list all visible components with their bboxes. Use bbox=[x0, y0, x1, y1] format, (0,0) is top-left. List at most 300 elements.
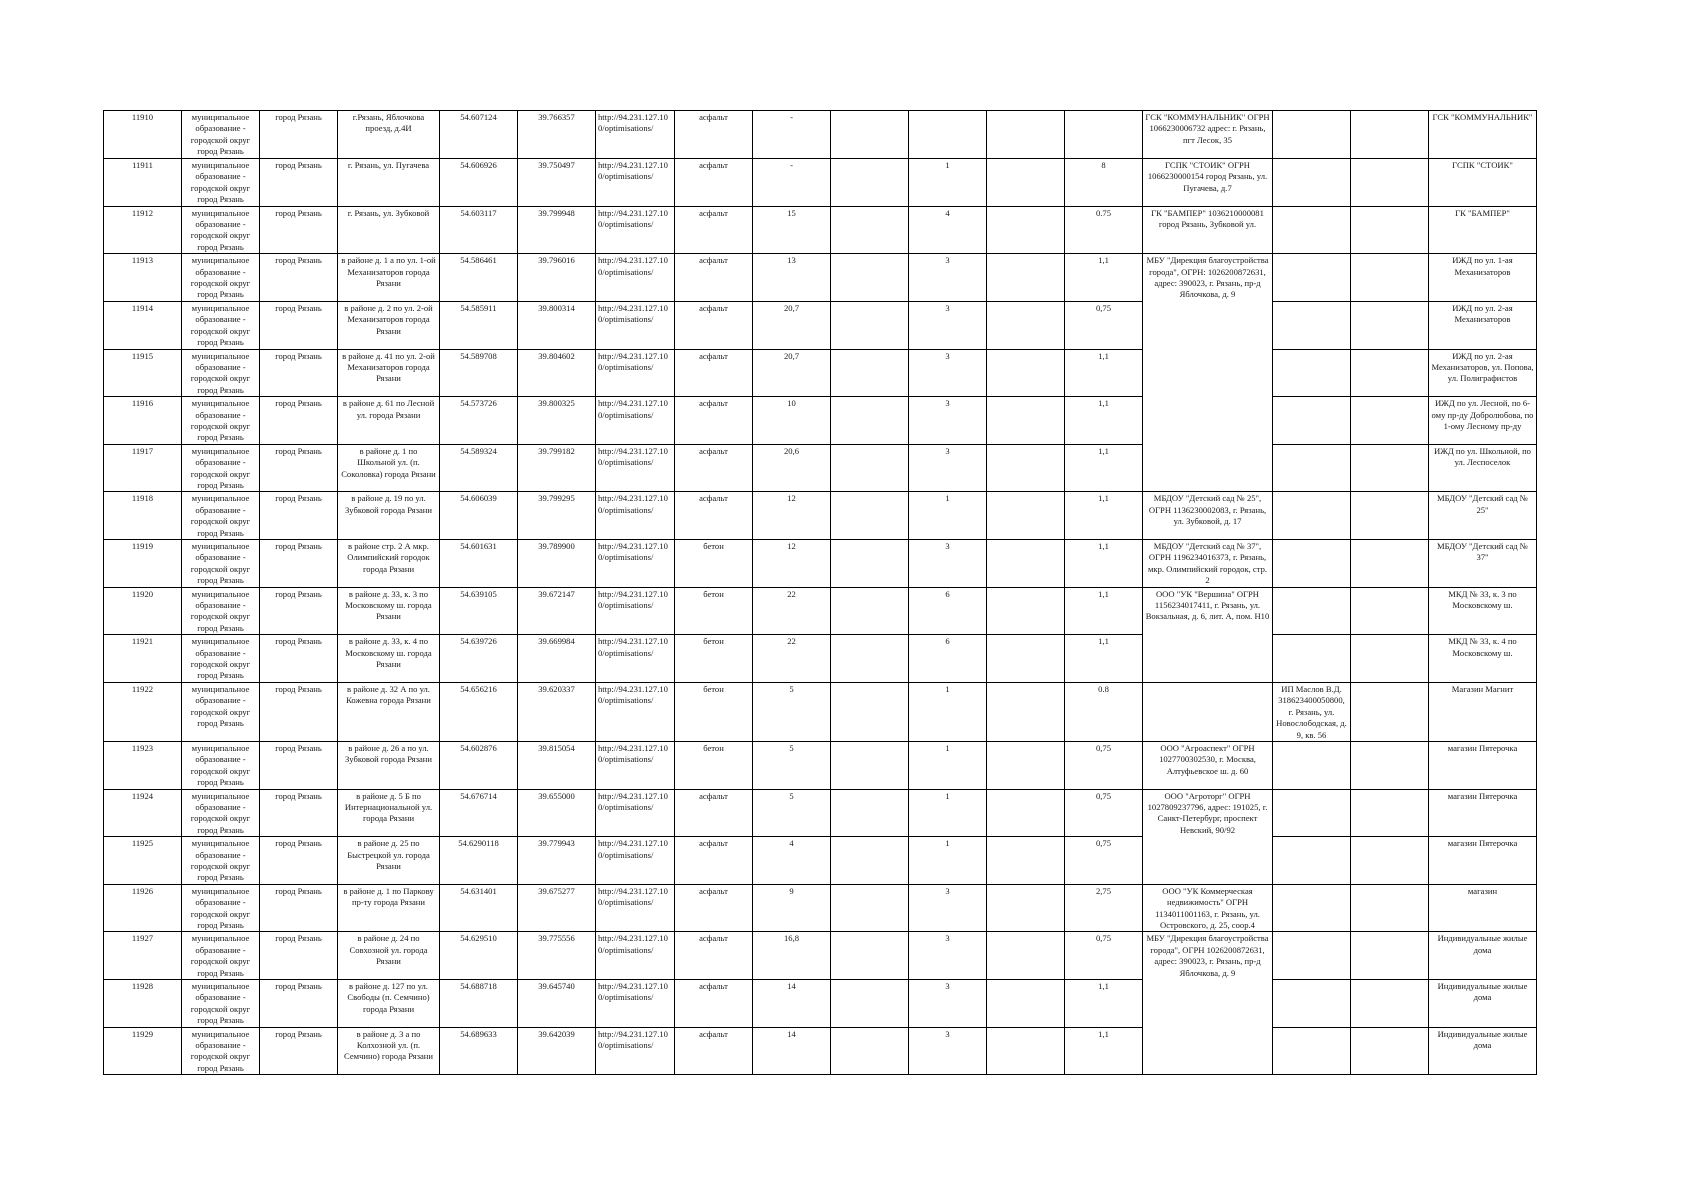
surface-cell: асфальт bbox=[675, 111, 753, 159]
table-row bbox=[104, 159, 1537, 207]
table-row bbox=[104, 884, 1537, 932]
empty-cell bbox=[987, 111, 1065, 159]
container-count-cell: 6 bbox=[909, 587, 987, 635]
owner-cell bbox=[1143, 980, 1273, 1028]
latitude-cell: 54.586461 bbox=[440, 254, 518, 302]
city-cell: город Рязань bbox=[260, 587, 338, 635]
area-cell: 20,7 bbox=[753, 301, 831, 349]
longitude-cell: 39.804602 bbox=[518, 349, 596, 397]
longitude-cell: 39.655000 bbox=[518, 789, 596, 837]
container-volume-cell: 0.8 bbox=[1065, 682, 1143, 741]
waste-source-cell: МБДОУ "Детский сад № 25" bbox=[1429, 492, 1537, 540]
area-cell: 12 bbox=[753, 492, 831, 540]
waste-source-cell: ГК "БАМПЕР" bbox=[1429, 206, 1537, 254]
empty-cell bbox=[1351, 932, 1429, 980]
longitude-cell: 39.800325 bbox=[518, 397, 596, 445]
longitude-cell: 39.789900 bbox=[518, 540, 596, 588]
empty-cell bbox=[831, 884, 909, 932]
empty-cell bbox=[831, 587, 909, 635]
surface-cell: асфальт bbox=[675, 1027, 753, 1075]
owner-cell: МБУ "Дирекция благоустройства города", ОГРН 1026200872631, адрес: 390023, г. Рязань, пр-д Яблочкова, д. 9 bbox=[1143, 932, 1273, 980]
municipality-cell: муниципальное образование - городской округ город Рязань bbox=[182, 1027, 260, 1075]
empty-cell bbox=[1351, 1027, 1429, 1075]
longitude-cell: 39.779943 bbox=[518, 837, 596, 885]
municipality-cell: муниципальное образование - городской округ город Рязань bbox=[182, 741, 260, 789]
record-number: 11914 bbox=[104, 301, 182, 349]
waste-source-cell: ГСК "КОММУНАЛЬНИК" bbox=[1429, 111, 1537, 159]
empty-cell bbox=[1351, 884, 1429, 932]
area-cell: 22 bbox=[753, 587, 831, 635]
city-cell: город Рязань bbox=[260, 635, 338, 683]
owner-cell: ООО "УК Коммерческая недвижимость" ОГРН 1134011001163, г. Рязань, ул. Островского, д. 25, соор.4 bbox=[1143, 884, 1273, 932]
surface-cell: бетон bbox=[675, 635, 753, 683]
empty-cell bbox=[831, 254, 909, 302]
container-volume-cell: 0,75 bbox=[1065, 301, 1143, 349]
empty-cell bbox=[831, 111, 909, 159]
map-link-cell[interactable]: http://94.231.127.100/optimisations/ bbox=[596, 635, 675, 683]
record-number: 11923 bbox=[104, 741, 182, 789]
latitude-cell: 54.589708 bbox=[440, 349, 518, 397]
municipality-cell: муниципальное образование - городской округ город Рязань bbox=[182, 397, 260, 445]
city-cell: город Рязань bbox=[260, 254, 338, 302]
owner-cell: ГСК "КОММУНАЛЬНИК" ОГРН 1066230006732 адрес: г. Рязань, пгт Лесок, 35 bbox=[1143, 111, 1273, 159]
owner-cell: МБДОУ "Детский сад № 25", ОГРН 1136230002083, г. Рязань, ул. Зубковой, д. 17 bbox=[1143, 492, 1273, 540]
municipality-cell: муниципальное образование - городской округ город Рязань bbox=[182, 111, 260, 159]
container-volume-cell: 1,1 bbox=[1065, 635, 1143, 683]
waste-source-cell: ИЖД по ул. Лесной, по 6-ому пр-ду Добролюбова, по 1-ому Лесному пр-ду bbox=[1429, 397, 1537, 445]
waste-source-cell: МБДОУ "Детский сад № 37" bbox=[1429, 540, 1537, 588]
empty-cell bbox=[1351, 741, 1429, 789]
address-cell: в районе д. 2 по ул. 2-ой Механизаторов города Рязани bbox=[338, 301, 440, 349]
entrepreneur-cell bbox=[1273, 301, 1351, 349]
record-number: 11917 bbox=[104, 444, 182, 492]
container-volume-cell: 1,1 bbox=[1065, 587, 1143, 635]
empty-cell bbox=[987, 397, 1065, 445]
owner-cell: ООО "Агроторг" ОГРН 1027809237796, адрес: 191025, г. Санкт-Петербург, проспект Невский, 90/92 bbox=[1143, 789, 1273, 837]
municipality-cell: муниципальное образование - городской округ город Рязань bbox=[182, 884, 260, 932]
entrepreneur-cell bbox=[1273, 159, 1351, 207]
surface-cell: бетон bbox=[675, 741, 753, 789]
table-row bbox=[104, 444, 1537, 492]
empty-cell bbox=[831, 301, 909, 349]
registry-table bbox=[103, 110, 1537, 1075]
empty-cell bbox=[831, 540, 909, 588]
empty-cell bbox=[1351, 540, 1429, 588]
empty-cell bbox=[831, 980, 909, 1028]
latitude-cell: 54.676714 bbox=[440, 789, 518, 837]
latitude-cell: 54.639105 bbox=[440, 587, 518, 635]
empty-cell bbox=[987, 932, 1065, 980]
waste-source-cell: Индивидуальные жилые дома bbox=[1429, 980, 1537, 1028]
owner-cell bbox=[1143, 301, 1273, 349]
owner-cell: МБУ "Дирекция благоустройства города", ОГРН: 1026200872631, адрес: 390023, г. Рязань, пр-д Яблочкова, д. 9 bbox=[1143, 254, 1273, 302]
record-number: 11920 bbox=[104, 587, 182, 635]
container-count-cell: 3 bbox=[909, 444, 987, 492]
map-link-cell[interactable]: http://94.231.127.100/optimisations/ bbox=[596, 789, 675, 837]
surface-cell: асфальт bbox=[675, 837, 753, 885]
empty-cell bbox=[831, 837, 909, 885]
city-cell: город Рязань bbox=[260, 932, 338, 980]
container-volume-cell: 1,1 bbox=[1065, 1027, 1143, 1075]
entrepreneur-cell bbox=[1273, 492, 1351, 540]
empty-cell bbox=[831, 1027, 909, 1075]
table-row bbox=[104, 741, 1537, 789]
empty-cell bbox=[831, 635, 909, 683]
container-count-cell: 1 bbox=[909, 682, 987, 741]
entrepreneur-cell bbox=[1273, 206, 1351, 254]
container-volume-cell: 1,1 bbox=[1065, 980, 1143, 1028]
address-cell: в районе д. 19 по ул. Зубковой города Рязани bbox=[338, 492, 440, 540]
map-link-cell[interactable]: http://94.231.127.100/optimisations/ bbox=[596, 397, 675, 445]
container-count-cell: 3 bbox=[909, 540, 987, 588]
empty-cell bbox=[1351, 789, 1429, 837]
owner-cell bbox=[1143, 682, 1273, 741]
address-cell: в районе д. 26 а по ул. Зубковой города Рязани bbox=[338, 741, 440, 789]
container-volume-cell: 1,1 bbox=[1065, 349, 1143, 397]
longitude-cell: 39.669984 bbox=[518, 635, 596, 683]
empty-cell bbox=[831, 682, 909, 741]
city-cell: город Рязань bbox=[260, 159, 338, 207]
container-volume-cell: 1,1 bbox=[1065, 492, 1143, 540]
surface-cell: асфальт bbox=[675, 444, 753, 492]
city-cell: город Рязань bbox=[260, 444, 338, 492]
map-link-cell[interactable]: http://94.231.127.100/optimisations/ bbox=[596, 444, 675, 492]
owner-cell bbox=[1143, 635, 1273, 683]
waste-source-cell: Магазин Магнит bbox=[1429, 682, 1537, 741]
entrepreneur-cell bbox=[1273, 397, 1351, 445]
container-count-cell: 3 bbox=[909, 980, 987, 1028]
record-number: 11929 bbox=[104, 1027, 182, 1075]
area-cell: 15 bbox=[753, 206, 831, 254]
area-cell: 10 bbox=[753, 397, 831, 445]
record-number: 11915 bbox=[104, 349, 182, 397]
map-link-cell[interactable]: http://94.231.127.100/optimisations/ bbox=[596, 159, 675, 207]
surface-cell: асфальт bbox=[675, 884, 753, 932]
record-number: 11922 bbox=[104, 682, 182, 741]
address-cell: в районе д. 24 по Совхозной ул. города Рязани bbox=[338, 932, 440, 980]
owner-cell: ООО "УК "Вершина" ОГРН 1156234017411, г. Рязань, ул. Вокзальная, д. 6, лит. А, пом. Н10 bbox=[1143, 587, 1273, 635]
container-volume-cell: 2,75 bbox=[1065, 884, 1143, 932]
map-link-cell[interactable]: http://94.231.127.100/optimisations/ bbox=[596, 301, 675, 349]
record-number: 11928 bbox=[104, 980, 182, 1028]
table-row bbox=[104, 587, 1537, 635]
owner-cell bbox=[1143, 349, 1273, 397]
container-volume-cell: 0.75 bbox=[1065, 206, 1143, 254]
container-volume-cell: 1,1 bbox=[1065, 397, 1143, 445]
address-cell: в районе д. 3 а по Колхозной ул. (п. Семчино) города Рязани bbox=[338, 1027, 440, 1075]
map-link-cell[interactable]: http://94.231.127.100/optimisations/ bbox=[596, 492, 675, 540]
map-link-cell[interactable]: http://94.231.127.100/optimisations/ bbox=[596, 980, 675, 1028]
address-cell: в районе д. 32 А по ул. Кожевна города Рязани bbox=[338, 682, 440, 741]
latitude-cell: 54.573726 bbox=[440, 397, 518, 445]
waste-source-cell: ИЖД по ул. 2-ая Механизаторов bbox=[1429, 301, 1537, 349]
city-cell: город Рязань bbox=[260, 111, 338, 159]
entrepreneur-cell bbox=[1273, 980, 1351, 1028]
surface-cell: асфальт bbox=[675, 349, 753, 397]
record-number: 11916 bbox=[104, 397, 182, 445]
surface-cell: асфальт bbox=[675, 206, 753, 254]
address-cell: г. Рязань, ул. Пугачева bbox=[338, 159, 440, 207]
record-number: 11925 bbox=[104, 837, 182, 885]
container-volume-cell: 8 bbox=[1065, 159, 1143, 207]
empty-cell bbox=[831, 159, 909, 207]
area-cell: 20,7 bbox=[753, 349, 831, 397]
latitude-cell: 54.689633 bbox=[440, 1027, 518, 1075]
surface-cell: бетон bbox=[675, 682, 753, 741]
municipality-cell: муниципальное образование - городской округ город Рязань bbox=[182, 635, 260, 683]
area-cell: 16,8 bbox=[753, 932, 831, 980]
latitude-cell: 54.603117 bbox=[440, 206, 518, 254]
municipality-cell: муниципальное образование - городской округ город Рязань bbox=[182, 682, 260, 741]
longitude-cell: 39.800314 bbox=[518, 301, 596, 349]
surface-cell: асфальт bbox=[675, 789, 753, 837]
entrepreneur-cell bbox=[1273, 254, 1351, 302]
empty-cell bbox=[831, 741, 909, 789]
record-number: 11924 bbox=[104, 789, 182, 837]
address-cell: г. Рязань, ул. Зубковой bbox=[338, 206, 440, 254]
address-cell: г.Рязань, Яблочкова проезд, д.4И bbox=[338, 111, 440, 159]
empty-cell bbox=[831, 444, 909, 492]
city-cell: город Рязань bbox=[260, 492, 338, 540]
entrepreneur-cell bbox=[1273, 111, 1351, 159]
container-count-cell: 3 bbox=[909, 397, 987, 445]
empty-cell bbox=[831, 349, 909, 397]
container-count-cell: 6 bbox=[909, 635, 987, 683]
municipality-cell: муниципальное образование - городской округ город Рязань bbox=[182, 159, 260, 207]
empty-cell bbox=[987, 254, 1065, 302]
waste-source-cell: ГСПК "СТОИК" bbox=[1429, 159, 1537, 207]
empty-cell bbox=[831, 492, 909, 540]
city-cell: город Рязань bbox=[260, 349, 338, 397]
table-row bbox=[104, 932, 1537, 980]
latitude-cell: 54.656216 bbox=[440, 682, 518, 741]
table-row bbox=[104, 492, 1537, 540]
address-cell: в районе д. 33, к. 4 по Московскому ш. города Рязани bbox=[338, 635, 440, 683]
surface-cell: бетон bbox=[675, 587, 753, 635]
municipality-cell: муниципальное образование - городской округ город Рязань bbox=[182, 492, 260, 540]
address-cell: в районе д. 1 по Паркову пр-ту города Рязани bbox=[338, 884, 440, 932]
empty-cell bbox=[987, 1027, 1065, 1075]
area-cell: - bbox=[753, 159, 831, 207]
table-row bbox=[104, 980, 1537, 1028]
container-volume-cell: 1,1 bbox=[1065, 444, 1143, 492]
area-cell: 4 bbox=[753, 837, 831, 885]
empty-cell bbox=[987, 980, 1065, 1028]
empty-cell bbox=[831, 789, 909, 837]
empty-cell bbox=[1351, 682, 1429, 741]
municipality-cell: муниципальное образование - городской округ город Рязань bbox=[182, 444, 260, 492]
empty-cell bbox=[987, 587, 1065, 635]
empty-cell bbox=[987, 789, 1065, 837]
entrepreneur-cell bbox=[1273, 349, 1351, 397]
surface-cell: асфальт bbox=[675, 159, 753, 207]
latitude-cell: 54.601631 bbox=[440, 540, 518, 588]
municipality-cell: муниципальное образование - городской округ город Рязань bbox=[182, 254, 260, 302]
latitude-cell: 54.639726 bbox=[440, 635, 518, 683]
address-cell: в районе д. 1 по Школьной ул. (п. Соколовка) города Рязани bbox=[338, 444, 440, 492]
municipality-cell: муниципальное образование - городской округ город Рязань bbox=[182, 980, 260, 1028]
empty-cell bbox=[1351, 159, 1429, 207]
waste-source-cell: магазин Пятерочка bbox=[1429, 837, 1537, 885]
latitude-cell: 54.589324 bbox=[440, 444, 518, 492]
area-cell: 22 bbox=[753, 635, 831, 683]
empty-cell bbox=[987, 635, 1065, 683]
longitude-cell: 39.815054 bbox=[518, 741, 596, 789]
container-count-cell: 3 bbox=[909, 932, 987, 980]
empty-cell bbox=[1351, 587, 1429, 635]
empty-cell bbox=[1351, 635, 1429, 683]
container-volume-cell: 1,1 bbox=[1065, 254, 1143, 302]
address-cell: в районе д. 25 по Быстрецкой ул. города Рязани bbox=[338, 837, 440, 885]
longitude-cell: 39.645740 bbox=[518, 980, 596, 1028]
city-cell: город Рязань bbox=[260, 682, 338, 741]
waste-source-cell: МКД № 33, к. 4 по Московскому ш. bbox=[1429, 635, 1537, 683]
empty-cell bbox=[1351, 349, 1429, 397]
table-row bbox=[104, 635, 1537, 683]
longitude-cell: 39.799182 bbox=[518, 444, 596, 492]
longitude-cell: 39.766357 bbox=[518, 111, 596, 159]
map-link-cell[interactable]: http://94.231.127.100/optimisations/ bbox=[596, 111, 675, 159]
address-cell: в районе д. 33, к. 3 по Московскому ш. города Рязани bbox=[338, 587, 440, 635]
surface-cell: асфальт bbox=[675, 397, 753, 445]
city-cell: город Рязань bbox=[260, 301, 338, 349]
entrepreneur-cell bbox=[1273, 1027, 1351, 1075]
latitude-cell: 54.606926 bbox=[440, 159, 518, 207]
table-row bbox=[104, 540, 1537, 588]
latitude-cell: 54.631401 bbox=[440, 884, 518, 932]
empty-cell bbox=[987, 444, 1065, 492]
surface-cell: бетон bbox=[675, 540, 753, 588]
map-link-cell[interactable]: http://94.231.127.100/optimisations/ bbox=[596, 254, 675, 302]
record-number: 11913 bbox=[104, 254, 182, 302]
map-link-cell[interactable]: http://94.231.127.100/optimisations/ bbox=[596, 540, 675, 588]
record-number: 11910 bbox=[104, 111, 182, 159]
address-cell: в районе стр. 2 А мкр. Олимпийский городок города Рязани bbox=[338, 540, 440, 588]
map-link-cell[interactable]: http://94.231.127.100/optimisations/ bbox=[596, 349, 675, 397]
city-cell: город Рязань bbox=[260, 397, 338, 445]
container-count-cell: 3 bbox=[909, 254, 987, 302]
owner-cell: ООО "Агроаспект" ОГРН 1027700302530, г. Москва, Алтуфьевское ш. д. 60 bbox=[1143, 741, 1273, 789]
owner-cell bbox=[1143, 1027, 1273, 1075]
empty-cell bbox=[987, 492, 1065, 540]
waste-source-cell: магазин Пятерочка bbox=[1429, 789, 1537, 837]
empty-cell bbox=[1351, 206, 1429, 254]
empty-cell bbox=[1351, 980, 1429, 1028]
table-row bbox=[104, 301, 1537, 349]
surface-cell: асфальт bbox=[675, 492, 753, 540]
waste-source-cell: Индивидуальные жилые дома bbox=[1429, 1027, 1537, 1075]
entrepreneur-cell bbox=[1273, 587, 1351, 635]
entrepreneur-cell bbox=[1273, 837, 1351, 885]
empty-cell bbox=[987, 159, 1065, 207]
map-link-cell[interactable]: http://94.231.127.100/optimisations/ bbox=[596, 682, 675, 741]
municipality-cell: муниципальное образование - городской округ город Рязань bbox=[182, 837, 260, 885]
empty-cell bbox=[1351, 492, 1429, 540]
empty-cell bbox=[987, 349, 1065, 397]
map-link-cell[interactable]: http://94.231.127.100/optimisations/ bbox=[596, 932, 675, 980]
longitude-cell: 39.796016 bbox=[518, 254, 596, 302]
empty-cell bbox=[987, 837, 1065, 885]
owner-cell: ГСПК "СТОИК" ОГРН 1066230000154 город Рязань, ул. Пугачева, д.7 bbox=[1143, 159, 1273, 207]
record-number: 11927 bbox=[104, 932, 182, 980]
container-count-cell: 4 bbox=[909, 206, 987, 254]
latitude-cell: 54.607124 bbox=[440, 111, 518, 159]
record-number: 11926 bbox=[104, 884, 182, 932]
area-cell: 14 bbox=[753, 1027, 831, 1075]
municipality-cell: муниципальное образование - городской округ город Рязань bbox=[182, 349, 260, 397]
empty-cell bbox=[987, 540, 1065, 588]
container-count-cell: 1 bbox=[909, 159, 987, 207]
empty-cell bbox=[1351, 837, 1429, 885]
empty-cell bbox=[987, 301, 1065, 349]
table-row bbox=[104, 1027, 1537, 1075]
record-number: 11921 bbox=[104, 635, 182, 683]
longitude-cell: 39.799948 bbox=[518, 206, 596, 254]
area-cell: 5 bbox=[753, 789, 831, 837]
owner-cell: ГК "БАМПЕР" 1036210000081 город Рязань, Зубковой ул. bbox=[1143, 206, 1273, 254]
container-volume-cell: 1,1 bbox=[1065, 540, 1143, 588]
area-cell: 14 bbox=[753, 980, 831, 1028]
city-cell: город Рязань bbox=[260, 1027, 338, 1075]
map-link-cell[interactable]: http://94.231.127.100/optimisations/ bbox=[596, 587, 675, 635]
map-link-cell[interactable]: http://94.231.127.100/optimisations/ bbox=[596, 837, 675, 885]
waste-source-cell: магазин Пятерочка bbox=[1429, 741, 1537, 789]
municipality-cell: муниципальное образование - городской округ город Рязань bbox=[182, 789, 260, 837]
entrepreneur-cell bbox=[1273, 884, 1351, 932]
owner-cell bbox=[1143, 837, 1273, 885]
area-cell: 5 bbox=[753, 741, 831, 789]
empty-cell bbox=[831, 397, 909, 445]
surface-cell: асфальт bbox=[675, 254, 753, 302]
longitude-cell: 39.672147 bbox=[518, 587, 596, 635]
container-count-cell: 3 bbox=[909, 301, 987, 349]
address-cell: в районе д. 41 по ул. 2-ой Механизаторов города Рязани bbox=[338, 349, 440, 397]
city-cell: город Рязань bbox=[260, 206, 338, 254]
table-row bbox=[104, 349, 1537, 397]
map-link-cell[interactable]: http://94.231.127.100/optimisations/ bbox=[596, 1027, 675, 1075]
owner-cell bbox=[1143, 444, 1273, 492]
municipality-cell: муниципальное образование - городской округ город Рязань bbox=[182, 540, 260, 588]
longitude-cell: 39.799295 bbox=[518, 492, 596, 540]
table-row bbox=[104, 789, 1537, 837]
empty-cell bbox=[1351, 444, 1429, 492]
waste-source-cell: магазин bbox=[1429, 884, 1537, 932]
surface-cell: асфальт bbox=[675, 980, 753, 1028]
area-cell: 13 bbox=[753, 254, 831, 302]
longitude-cell: 39.675277 bbox=[518, 884, 596, 932]
empty-cell bbox=[987, 741, 1065, 789]
surface-cell: асфальт bbox=[675, 932, 753, 980]
empty-cell bbox=[831, 932, 909, 980]
city-cell: город Рязань bbox=[260, 789, 338, 837]
longitude-cell: 39.620337 bbox=[518, 682, 596, 741]
table-row bbox=[104, 397, 1537, 445]
record-number: 11912 bbox=[104, 206, 182, 254]
city-cell: город Рязань bbox=[260, 540, 338, 588]
waste-source-cell: МКД № 33, к. 3 по Московскому ш. bbox=[1429, 587, 1537, 635]
map-link-cell[interactable]: http://94.231.127.100/optimisations/ bbox=[596, 206, 675, 254]
longitude-cell: 39.750497 bbox=[518, 159, 596, 207]
container-volume-cell: 0,75 bbox=[1065, 789, 1143, 837]
map-link-cell[interactable]: http://94.231.127.100/optimisations/ bbox=[596, 741, 675, 789]
map-link-cell[interactable]: http://94.231.127.100/optimisations/ bbox=[596, 884, 675, 932]
surface-cell: асфальт bbox=[675, 301, 753, 349]
city-cell: город Рязань bbox=[260, 741, 338, 789]
container-count-cell: 1 bbox=[909, 789, 987, 837]
table-row bbox=[104, 682, 1537, 741]
table-row bbox=[104, 254, 1537, 302]
entrepreneur-cell: ИП Маслов В.Д. 318623400050800, г. Рязань, ул. Новослободская, д. 9, кв. 56 bbox=[1273, 682, 1351, 741]
